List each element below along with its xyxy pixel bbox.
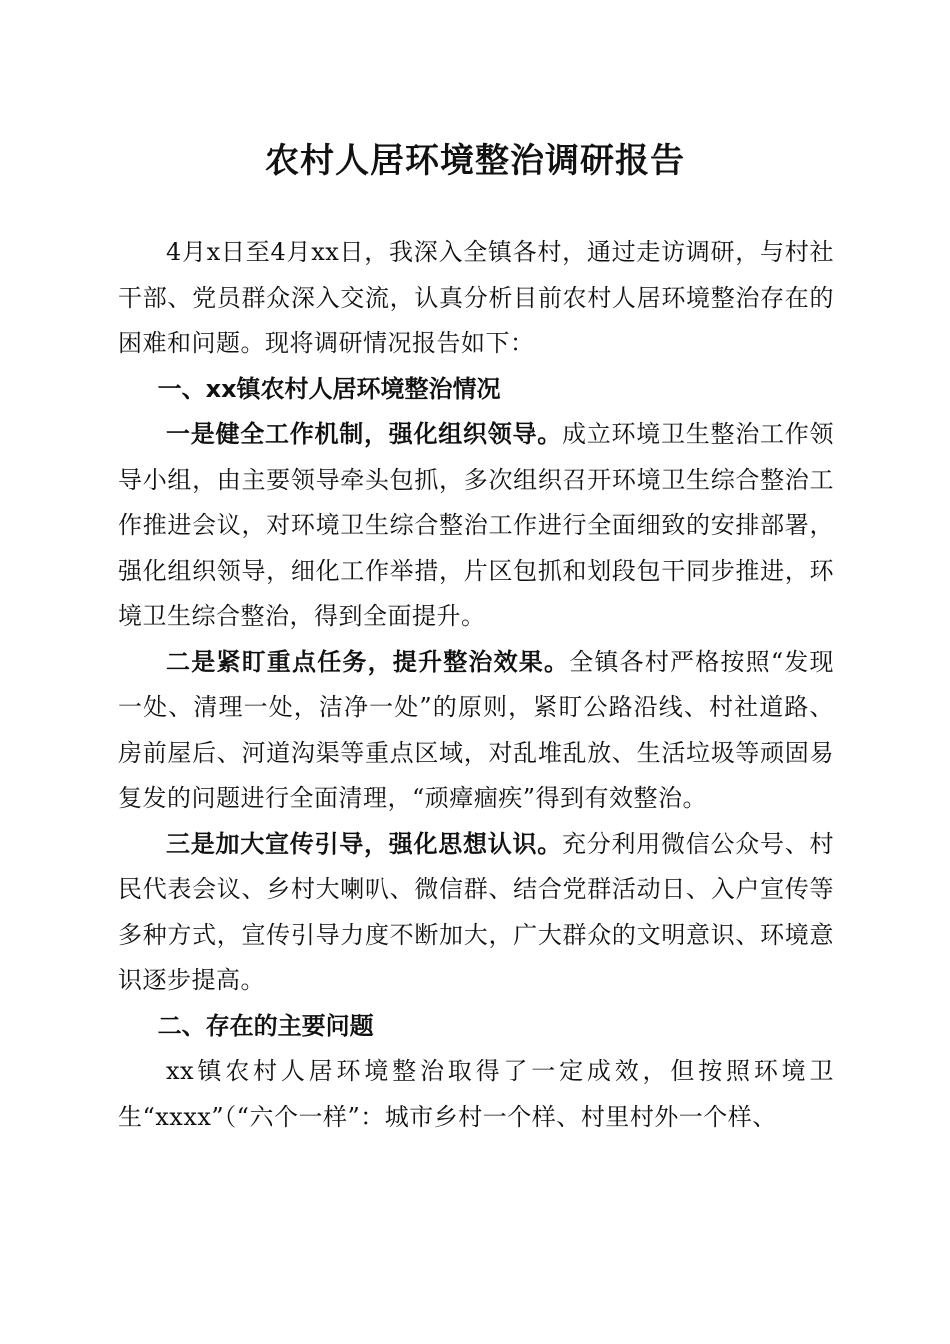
item-1-lead: 一是健全工作机制，强化组织领导。 — [166, 420, 562, 448]
item-3-lead: 三是加大宣传引导，强化思想认识。 — [166, 829, 562, 858]
document-body — [118, 230, 834, 1140]
item-1-text: 成立环境卫生整治工作领导小组，由主要领导牵头包抓，多次组织召开环境卫生综合整治工作推进会议，对环境卫生综合整治工作进行全面细致的安排部署，强化组织领导，细化工作举措，片区包抓和划段包干同步推进，环境卫生综合整治，得到全面提升。 — [118, 420, 834, 630]
item-3-text: 充分利用微信公众号、村民代表会议、乡村大喇叭、微信群、结合党群活动日、入户宣传等多种方式，宣传引导力度不断加大，广大群众的文明意识、环境意识逐步提高。 — [118, 829, 834, 994]
section-1-heading: 一、xx镇农村人居环境整治情况 — [157, 374, 501, 403]
item-2-text: 全镇各村严格按照“发现一处、清理一处，洁净一处”的原则，紧盯公路沿线、村社道路、房前屋后、河道沟渠等重点区域，对乱堆乱放、生活垃圾等顽固易复发的问题进行全面清理，“顽瘴痼疾”得到有效整治。 — [118, 647, 834, 812]
item-2-lead: 二是紧盯重点任务，提升整治效果。 — [166, 647, 570, 676]
section-1-item-2 — [118, 640, 834, 822]
intro-paragraph: 4月x日至4月xx日，我深入全镇各村，通过走访调研，与村社干部、党员群众深入交流，认真分析目前农村人居环境整治存在的困难和问题。现将调研情况报告如下： — [118, 238, 834, 357]
document-title: 农村人居环境整治调研报告 — [265, 141, 685, 181]
section-2-paragraph: xx镇农村人居环境整治取得了一定成效，但按照环境卫生“xxxx”（“六个一样”：城市乡村一个样、村里村外一个样、 — [118, 1057, 834, 1131]
section-2-heading: 二、存在的主要问题 — [157, 1011, 374, 1040]
section-1-item-3 — [118, 822, 834, 1004]
section-1-item-1 — [118, 412, 834, 640]
